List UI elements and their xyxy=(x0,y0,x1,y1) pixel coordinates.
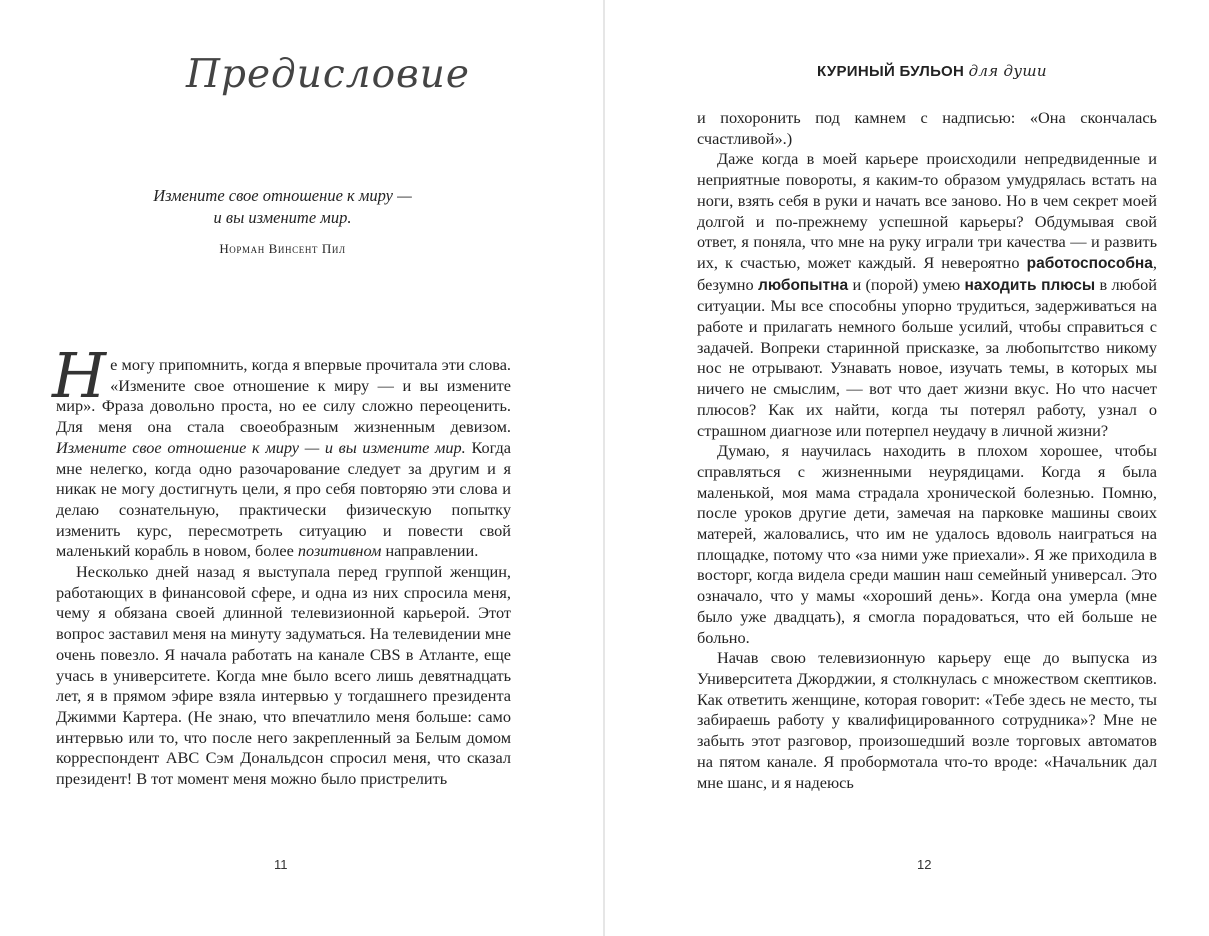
paragraph xyxy=(52,339,512,562)
right-body-text xyxy=(697,108,1157,793)
paragraph-text: и (порой) умею xyxy=(848,274,965,294)
paragraph-italic-text: Измените свое отношение к миру — и вы измените мир. xyxy=(56,437,466,457)
epigraph-line-1: Измените свое отношение к миру — xyxy=(153,186,412,205)
running-head xyxy=(817,62,1047,80)
bold-term: любопытна xyxy=(758,276,849,294)
paragraph-text: направлении. xyxy=(381,541,479,561)
paragraph: Думаю, я научилась находить в плохом хорошее, чтобы справляться с жизненными неурядицами. Когда я была маленькой, моя мама страдала хронической болезнью. Помню, после уроков другие дети, замечая на парковке машины своих матерей, жаловались, что им не удалось вдоволь наиграться на площадке, потому что «за ними уже приехали». Я же приходила в восторг, когда видела среди машин наш семейный универсал. Это означало, что у мамы «хороший день». Когда она умерла (мне было уже двадцать), я смогла порадоваться, что ей больше не больно. xyxy=(697,441,1157,647)
paragraph: Несколько дней назад я выступала перед группой женщин, работающих в финансовой сфере, и одна из них спросила меня, чему я обязана своей длинной телевизионной карьерой. Этот вопрос заставил меня на минуту задуматься. На телевидении мне очень повезло. Я начала работать на канале CBS в Атланте, еще учась в университете. Когда мне было всего лишь девятнадцать лет, я в прямом эфире взяла интервью у тогдашнего президента Джимми Картера. (Не знаю, что впечатлило меня больше: само интервью или то, что после него закрепленный за Белым домом корреспондент ABC Сэм Дональдсон спросил меня, что сказал президент! В тот момент меня можно было пристрелить xyxy=(56,562,511,789)
paragraph-text: , безумно xyxy=(697,252,1157,294)
page-number: 11 xyxy=(274,857,288,872)
epigraph-author: Норман Винсент Пил xyxy=(219,241,346,256)
chapter-title: Предисловие xyxy=(186,52,470,97)
right-page xyxy=(605,0,1209,936)
paragraph-text: Когда мне нелегко, когда одно разочарование следует за другим и я никак не могу достигнуть цели, я про себя повторяю эти слова и делаю сознательную, практически физическую попытку изменить курс, пересмотреть ситуацию и повести свой маленький корабль в новом, более xyxy=(56,437,512,561)
paragraph-text: Даже когда в моей карьере происходили непредвиденные и неприятные повороты, я каким-то образом умудрялась встать на ноги, взять себя в руки и начать все заново. Но в чем секрет моей долгой и по-прежнему успешной карьеры? Обдумывая свой ответ, я поняла, что мне на руку играли три качества — и развить их, к счастью, может каждый. Я невероятно xyxy=(697,149,1157,272)
paragraph: Начав свою телевизионную карьеру еще до выпуска из Университета Джорджии, я столкнулась с множеством скептиков. Как ответить женщине, которая говорит: «Тебе здесь не место, ты забираешь работу у квалифицированного сотрудника»? Мне не забыть этот разговор, произошедший возле торговых автоматов на пятом канале. Я пробормотала что-то вроде: «Начальник дал мне шанс, и я надеюсь xyxy=(697,648,1157,792)
left-body-text xyxy=(52,339,512,790)
running-head-script: для души xyxy=(968,62,1047,80)
paragraph: и похоронить под камнем с надписью: «Она скончалась счастливой».) xyxy=(697,108,1157,148)
running-head-title: КУРИНЫЙ БУЛЬОН xyxy=(817,63,965,80)
paragraph-italic-text: позитивном xyxy=(297,541,382,561)
paragraph-text: в любой ситуации. Мы все способны упорно трудиться, задерживаться на работе и прилагать немного больше усилий, чтобы справиться с задачей. Вопреки старинной присказке, за любопытство никому нос не отрывают. Узнавать новое, изучать темы, в которых мы ничего не смыслим, — вот что дает жизни вкус. Но что насчет плюсов? Как их найти, когда ты потерял работу, узнал о страшном диагнозе или потерпел неудачу в личной жизни? xyxy=(697,274,1157,440)
left-page xyxy=(0,0,603,936)
epigraph xyxy=(80,185,485,229)
epigraph-line-2: и вы измените мир. xyxy=(213,208,352,227)
paragraph xyxy=(697,149,1157,441)
page-number: 12 xyxy=(917,857,932,872)
bold-term: находить плюсы xyxy=(964,276,1096,294)
bold-term: работоспособна xyxy=(1026,254,1153,272)
drop-cap: Н xyxy=(52,339,107,412)
paragraph-text: е могу припомнить, когда я впервые прочитала эти слова. «Измените свое отношение к миру — и вы измените мир». Фраза довольно проста, но ее силу сложно переоценить. Для меня она стала своеобразным жизненным девизом. xyxy=(56,355,511,437)
